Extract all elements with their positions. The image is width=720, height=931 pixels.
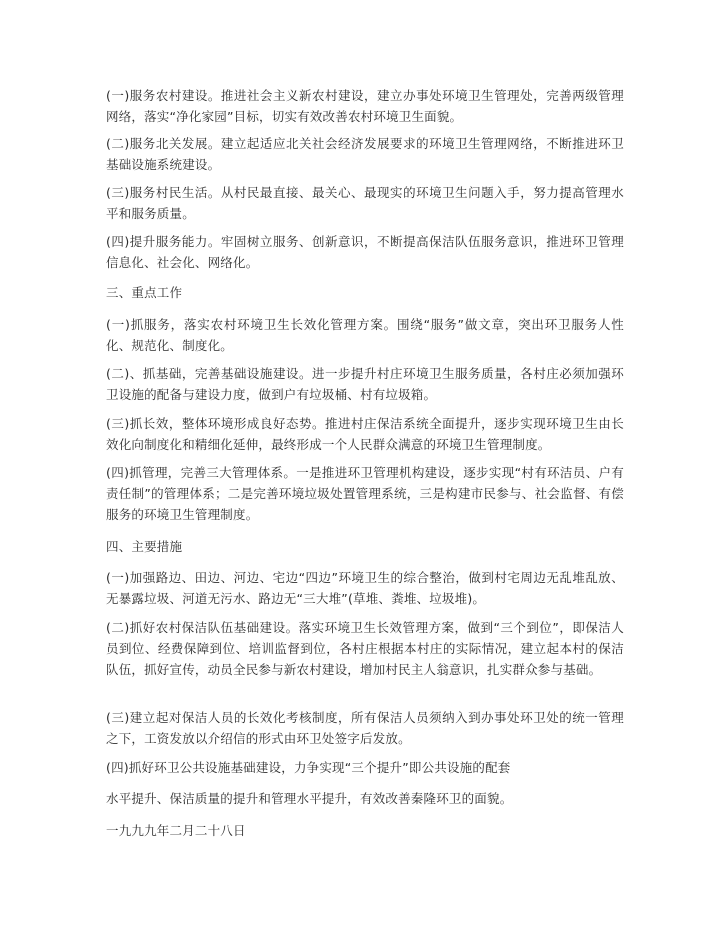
document-date: 一九九九年二月二十八日 <box>106 823 246 838</box>
paragraph-focus-service: (一)抓服务，落实农村环境卫生长效化管理方案。围绕“服务”做文章，突出环卫服务人性化、规范化、制度化。 <box>106 317 624 353</box>
paragraph-cleaning-team-building: (二)抓好农村保洁队伍基础建设。落实环境卫生长效管理方案，做到“三个到位”，即保洁人员到位、经费保障到位、培训监督到位，各村庄根据本村庄的实际情况，建立起本村的保洁队伍，抓好宣传，动员全民参与新农村建设，增加村民主人翁意识，扎实群众参与基础。 <box>106 620 624 677</box>
paragraph-four-sides-cleanup: (一)加强路边、田边、河边、宅边“四边”环境卫生的综合整治，做到村宅周边无乱堆乱放、无暴露垃圾、河道无污水、路边无“三大堆”(草堆、粪堆、垃圾堆)。 <box>106 570 624 606</box>
paragraph-serve-beiguan-development: (二)服务北关发展。建立起适应北关社会经济发展要求的环境卫生管理网络，不断推进环卫基础设施系统建设。 <box>106 136 624 172</box>
paragraph-assessment-system: (三)建立起对保洁人员的长效化考核制度，所有保洁人员须纳入到办事处环卫处的统一管理之下，工资发放以介绍信的形式由环卫处签字后发放。 <box>106 710 624 746</box>
paragraph-improve-service-capacity: (四)提升服务能力。牢固树立服务、创新意识，不断提高保洁队伍服务意识，推进环卫管理信息化、社会化、网络化。 <box>106 234 624 270</box>
paragraph-focus-long-term: (三)抓长效，整体环境形成良好态势。推进村庄保洁系统全面提升，逐步实现环境卫生由长效化向制度化和精细化延伸，最终形成一个人民群众满意的环境卫生管理制度。 <box>106 416 624 452</box>
section-heading-key-work: 三、重点工作 <box>106 285 183 300</box>
paragraph-focus-foundation: (二)、抓基础，完善基础设施建设。进一步提升村庄环境卫生服务质量，各村庄必须加强环卫设施的配备与建设力度，做到户有垃圾桶、村有垃圾箱。 <box>106 366 624 402</box>
paragraph-public-facilities: (四)抓好环卫公共设施基础建设，力争实现“三个提升”即公共设施的配套 <box>106 760 511 775</box>
paragraph-serve-rural-construction: (一)服务农村建设。推进社会主义新农村建设，建立办事处环境卫生管理处，完善两级管理网络，落实“净化家园”目标，切实有效改善农村环境卫生面貌。 <box>106 88 624 124</box>
paragraph-improvement-summary: 水平提升、保洁质量的提升和管理水平提升，有效改善秦隆环卫的面貌。 <box>106 791 513 806</box>
section-heading-main-measures: 四、主要措施 <box>106 539 183 554</box>
paragraph-focus-management: (四)抓管理，完善三大管理体系。一是推进环卫管理机构建设，逐步实现“村有环洁员、户有责任制”的管理体系；二是完善环境垃圾处置管理系统，三是构建市民参与、社会监督、有偿服务的环境卫生管理制度。 <box>106 465 624 522</box>
paragraph-serve-villager-life: (三)服务村民生活。从村民最直接、最关心、最现实的环境卫生问题入手，努力提高管理水平和服务质量。 <box>106 185 624 221</box>
